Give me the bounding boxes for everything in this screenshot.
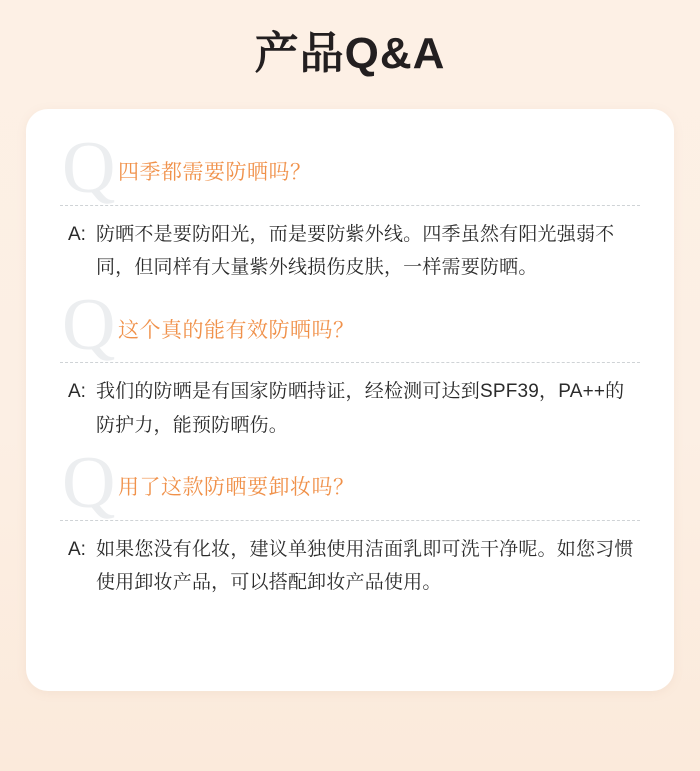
- answer-text: 防晒不是要防阳光，而是要防紫外线。四季虽然有阳光强弱不同，但同样有大量紫外线损伤皮肤，一样需要防晒。: [95, 223, 615, 279]
- question-row: [60, 310, 640, 350]
- qa-card: [26, 109, 674, 691]
- answer-row: [60, 533, 640, 600]
- answer-row: [60, 218, 640, 285]
- divider: [60, 520, 640, 521]
- answer-label: A:: [68, 538, 86, 560]
- question-text: 用了这款防晒要卸妆吗？: [118, 476, 355, 500]
- q-watermark-icon: Q: [62, 126, 116, 209]
- q-watermark-icon: Q: [62, 441, 116, 524]
- divider: [60, 362, 640, 363]
- question-text: 这个真的能有效防晒吗？: [118, 318, 355, 342]
- qa-item: [60, 284, 640, 442]
- question-text: 四季都需要防晒吗？: [118, 161, 312, 185]
- answer-text: 如果您没有化妆，建议单独使用洁面乳即可洗干净呢。如您习惯使用卸妆产品，可以搭配卸妆产品使用。: [95, 538, 634, 594]
- page-title: 产品Q&A: [254, 29, 446, 78]
- divider: [60, 205, 640, 206]
- qa-item: [60, 441, 640, 600]
- q-watermark-icon: Q: [62, 284, 116, 367]
- question-row: [60, 153, 640, 193]
- qa-item: [60, 126, 640, 285]
- answer-row: [60, 375, 640, 442]
- question-row: [60, 468, 640, 508]
- answer-label: A:: [68, 223, 86, 245]
- answer-label: A:: [68, 381, 86, 403]
- answer-text: 我们的防晒是有国家防晒持证，经检测可达到SPF39，PA++的防护力，能预防晒伤。: [95, 381, 625, 436]
